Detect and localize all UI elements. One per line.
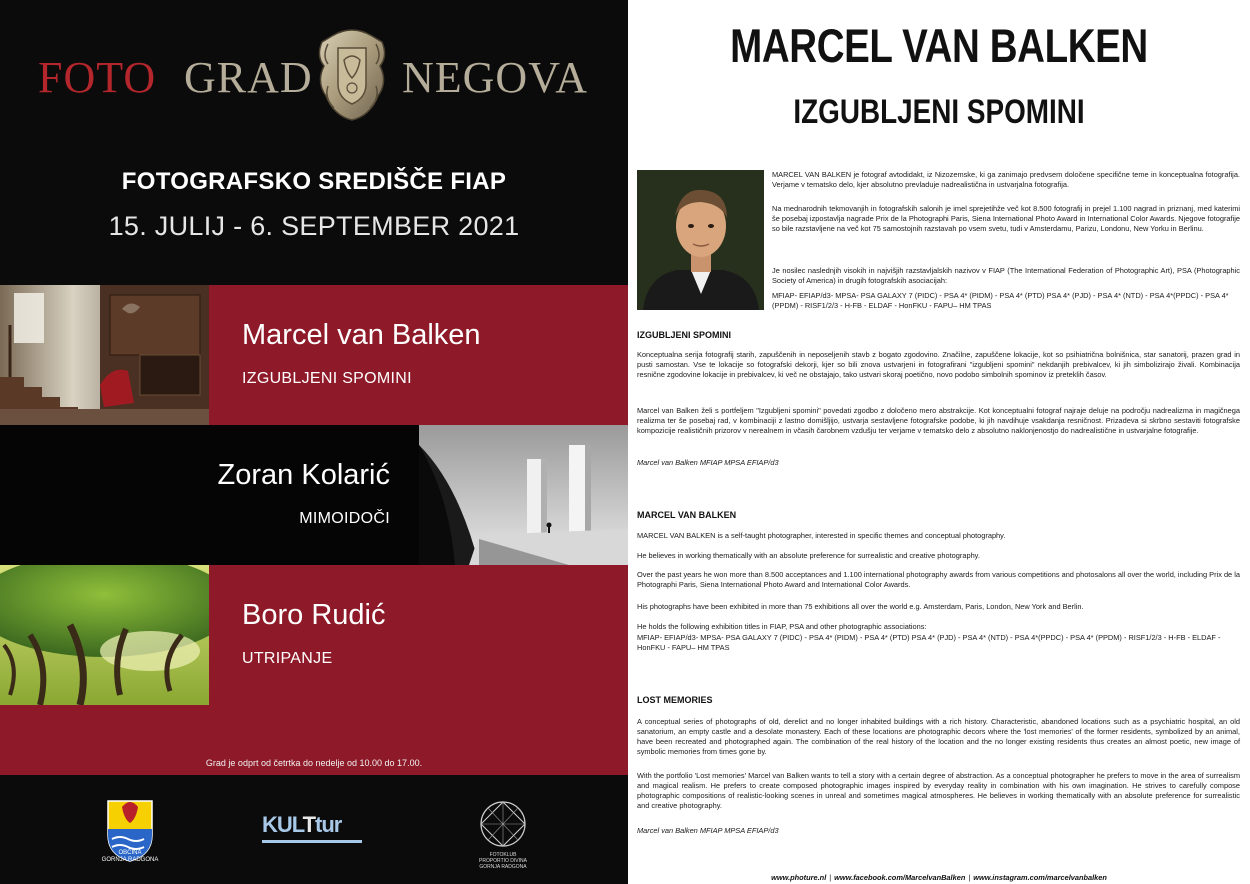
architecture-photo — [419, 425, 628, 565]
artist-article — [628, 0, 1250, 884]
logo-word-negova: NEGOVA — [402, 53, 589, 102]
logo-word-grad: GRAD — [184, 53, 313, 102]
footer-links — [628, 873, 1250, 882]
municipality-name: OBČINA GORNJA RADGONA — [101, 850, 159, 864]
instagram-link[interactable]: www.instagram.com/marcelvanbalken — [973, 873, 1107, 882]
kultur-logo: KULTtur — [262, 812, 362, 843]
section-paragraph: His photographs have been exhibited in more than 75 exhibitions all over the world e.g. Amsterdam, Paris, London, New York and Berlin. — [637, 602, 1084, 611]
opening-hours: Grad je odprt od četrtka do nedelje od 10.00 do 17.00. — [205, 758, 423, 768]
logo-word-foto: FOTO — [38, 53, 157, 102]
poster-subtitle: FOTOGRAFSKO SREDIŠČE FIAP — [121, 168, 507, 195]
page-subtitle: IZGUBLJENI SPOMINI — [793, 93, 1085, 131]
signature: Marcel van Balken MFIAP MPSA EFIAP/d3 — [637, 458, 779, 467]
section-paragraph: Konceptualna serija fotografij starih, zapuščenih in neposeljenih stavb z bogato zgodovino. Značilne, zapuščene lokacije, kot so psihiatrična bolnišnica, star sanatorij, prazen grad in pusti samostan. Vse te lokacije so fotografski dekorji, kjer so bili znova ustvarjeni in fotografirani "izgubljeni spomini" nekdanjih prebivalcev, ki jih simbolizirajo živali. Kombinacija resnične zgodovine lokacije in prebivalcev, ki več ne obstajajo, tako ustvari skoraj poetično, novo podobo simbolnih spominov iz preteklih časov. — [637, 350, 1240, 379]
facebook-link[interactable]: www.facebook.com/MarcelvanBalken — [834, 873, 966, 882]
trees-photo — [0, 565, 209, 705]
section-paragraph: He holds the following exhibition titles in FIAP, PSA and other photographic associations: — [637, 622, 927, 631]
link-separator: | — [968, 873, 971, 882]
section-heading-izgubljeni-spomini: IZGUBLJENI SPOMINI — [637, 330, 732, 340]
slo-intro-paragraph: Na mednarodnih tekmovanjih in fotografskih salonih je imel sprejetihže več kot 8.500 fotografij in prejel 1.100 nagrad in priznanj, med katerimi še posebaj izpostavlja nagrade Prix de la Photographi Paris, Siena International Photo Award in International Color Awards. Njegove fotografije so bile razstavljene na več kot 75 samostojnih razstavah po vsem svetu, tudi v Amsterdamu, Parizu, Londonu, New Yorku in Berlinu. — [772, 204, 1240, 233]
fotograd-negova-logo — [0, 22, 628, 122]
page-title: MARCEL VAN BALKEN — [730, 19, 1148, 72]
abandoned-interior-photo — [0, 285, 209, 425]
en-titles-list: MFIAP- EFIAP/d3- MPSA- PSA GALAXY 7 (PIDC) - PSA 4* (PIDM) - PSA 4* (PTD) PSA 4* (PJD) - PSA 4* (NTD) - PSA 4*(PPDC) - PSA 4* (PPDM) - RISF1/2/3 - H-FB - ELDAF - HonFKU - FAPU– HM TPAS — [637, 633, 1221, 652]
series-title: IZGUBLJENI SPOMINI — [242, 370, 412, 387]
exhibition-band-1 — [0, 285, 628, 425]
artist-portrait — [637, 170, 764, 310]
section-paragraph: Marcel van Balken želi s portfeljem "Izgubljeni spomini" povedati zgodbo z določeno mero abstrakcije. Kot konceptualni fotograf najraje deluje na področju nadrealizma in magičnega realizma ter še posebaj rad, v kombinaciji z lastno domišljijo, ustvarja sestavljene fotografske podobe, ki jih navdihuje vsakdanja resničnost. Prizadeva si skrbno sestaviti fotografske kompozicije realističnih prizorov v nerealnem in včasih čarobnem vzdušju ter verjame v tematsko delo z absolutno naklonjenostjo do nadrealistične in ustvarjalne fotografije. — [637, 406, 1240, 435]
opening-hours-bar — [0, 705, 628, 775]
fotoklub-logo-icon — [478, 798, 528, 850]
exhibition-band-3 — [0, 565, 628, 705]
artist-name: Zoran Kolarić — [217, 459, 390, 491]
section-paragraph: MARCEL VAN BALKEN is a self-taught photographer, interested in specific themes and conceptual photography. — [637, 531, 1006, 540]
slo-intro-paragraph: Je nosilec naslednjih visokih in najvišjih razstavljalskih nazivov v FIAP (The International Federation of Photographic Art), PSA (Photographic Society of America) in drugih fotografskih asociacijah: — [772, 266, 1240, 285]
section-heading-marcel-van-balken: MARCEL VAN BALKEN — [637, 510, 737, 520]
exhibition-band-2 — [0, 425, 628, 565]
section-paragraph: Over the past years he won more than 8.500 acceptances and 1.100 international photography awards from various competitions and photosalons all over the world, including Prix de la Photographi Paris, Siena International Photo Award and International Color Awards. — [637, 570, 1240, 589]
series-title: UTRIPANJE — [242, 650, 333, 667]
section-paragraph: With the portfolio 'Lost memories' Marcel van Balken wants to tell a story with a certain degree of abstraction. As a conceptual photographer he prefers to move in the area of surrealism and magical realism. He prefers to create composed photographic images inspired by everyday reality in combination with his own imagination. He strives to carefully compose photographic compositions of realistic-looking scenes in unreal and sometimes magical atmospheres. He believes in working thematically with an absolute preference for surrealistic and creative photography. — [637, 771, 1240, 810]
artist-name: Boro Rudić — [242, 599, 386, 631]
signature: Marcel van Balken MFIAP MPSA EFIAP/d3 — [637, 826, 779, 835]
exhibition-dates: 15. JULIJ - 6. SEPTEMBER 2021 — [108, 211, 520, 241]
section-heading-lost-memories: LOST MEMORIES — [637, 695, 713, 705]
section-paragraph: A conceptual series of photographs of old, derelict and no longer inhabited buildings with a rich history. Characteristic, abandoned locations such as a psychiatric hospital, an old sanatorium, an empty castle and a desolate monastery. Each of these locations are photographic decors where the 'lost memories' of the former residents, symbolized by an animal, have been recreated and photographed again. The combination of the real history of the location and the no longer existing residents thus creates an almost poetic, new image of symbolic memories from times gone by. — [637, 717, 1240, 756]
artist-name: Marcel van Balken — [242, 319, 481, 351]
slo-intro-paragraph: MARCEL VAN BALKEN je fotograf avtodidakt, iz Nizozemske, ki ga zanimajo predvsem določene specifične teme in konceptualna fotografija. Verjame v tematsko delo, kjer absolutno prevladuje nadrealistična in ustvarjalna fotografija. — [772, 170, 1240, 189]
website-link[interactable]: www.photure.nl — [771, 873, 827, 882]
link-separator: | — [829, 873, 832, 882]
fotoklub-name: FOTOKLUB PROPORTIO DIVINA GORNJA RADGONA — [479, 852, 527, 870]
slo-titles-list: MFIAP- EFIAP/d3- MPSA- PSA GALAXY 7 (PIDC) - PSA 4* (PIDM) - PSA 4* (PTD) PSA 4* (PJD) - PSA 4* (NTD) - PSA 4*(PPDC) - PSA 4* (PPDM) - RISF1/2/3 - H-FB - ELDAF - HonFKU - FAPU– HM TPAS — [772, 291, 1229, 310]
section-paragraph: He believes in working thematically with an absolute preference for surrealistic and creative photography. — [637, 551, 980, 560]
coat-of-arms-icon — [314, 26, 390, 122]
series-title: MIMOIDOČI — [299, 510, 390, 527]
